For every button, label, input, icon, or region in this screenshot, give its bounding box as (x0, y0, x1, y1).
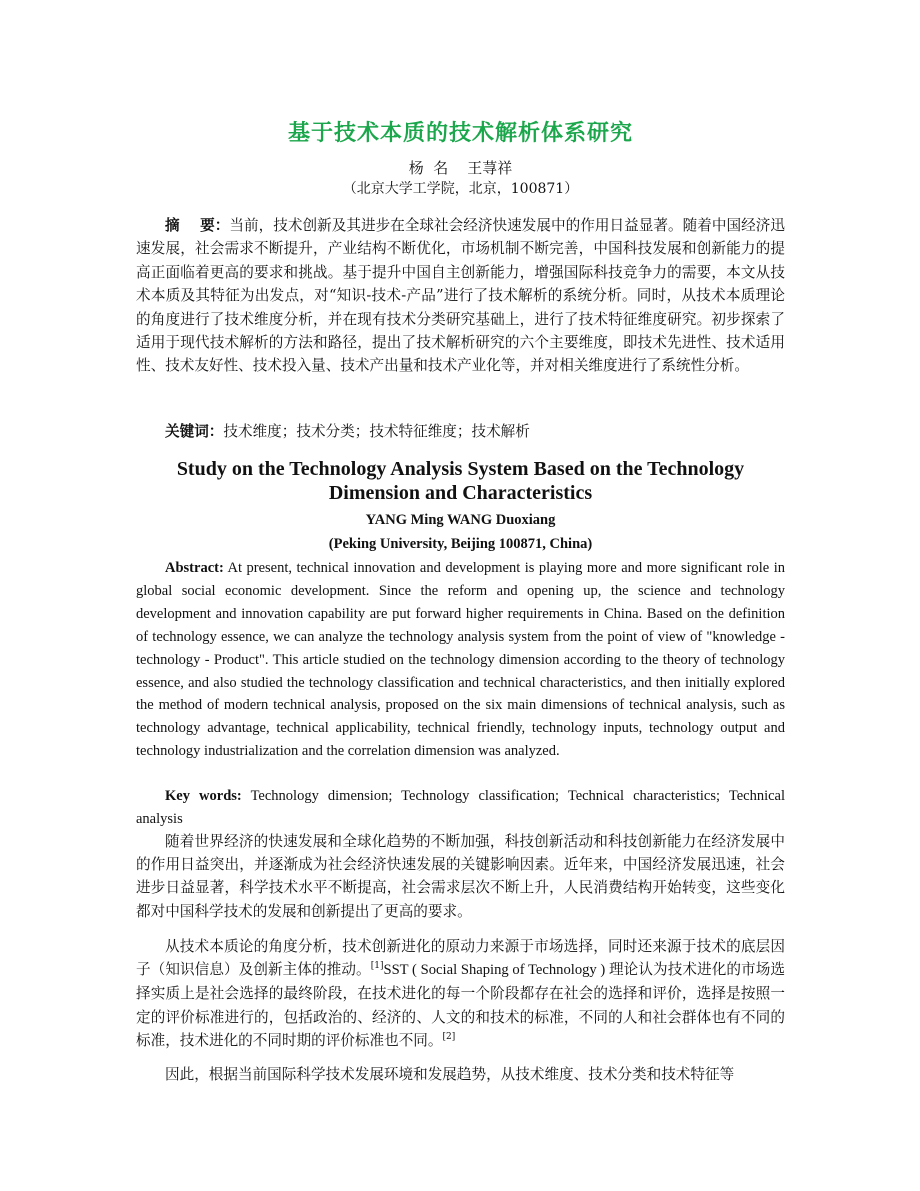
chinese-keywords-label: 关键词： (165, 423, 224, 440)
english-keywords (136, 785, 785, 831)
body-paragraph-2-part-c: 理论认为技术进化的市场选择实质上是社会选择的最终阶段，在技术进化的每一个阶段都存在社会的选择和评价，选择是按照一定的评价标准进行的，包括政治的、经济的、人文的和技术的标准，不同的人和社会群体也有不同的标准，技术进化的不同时期的评价标准也不同。 (136, 961, 785, 1049)
english-authors: YANG Ming WANG Duoxiang (365, 512, 556, 528)
chinese-abstract-text: 当前，技术创新及其进步在全球社会经济快速发展中的作用日益显著。随着中国经济迅速发展，社会需求不断提升，产业结构不断优化，市场机制不断完善，中国科技发展和创新能力的提高正面临着更高的要求和挑战。基于提升中国自主创新能力，增强国际科技竞争力的需要，本文从技术本质及其特征为出发点，对“知识-技术-产品”进行了技术解析的系统分析。同时，从技术本质理论的角度进行了技术维度分析，并在现有技术分类研究基础上，进行了技术特征维度研究。初步探索了适用于现代技术解析的方法和路径，提出了技术解析研究的六个主要维度，即技术先进性、技术适用性、技术友好性、技术投入量、技术产出量和技术产业化等，并对相关维度进行了系统性分析。 (136, 217, 785, 375)
chinese-title: 基于技术本质的技术解析体系研究 (287, 121, 633, 146)
english-affiliation: (Peking University, Beijing 100871, China) (328, 536, 593, 552)
english-keywords-label: Key words: (165, 788, 242, 804)
citation-1: [1] (370, 961, 384, 972)
chinese-abstract-label: 摘 要： (165, 217, 230, 234)
chinese-abstract (136, 214, 785, 378)
body-paragraph-2 (136, 935, 785, 1052)
body-paragraph-1: 随着世界经济的快速发展和全球化趋势的不断加强，科技创新活动和科技创新能力在经济发展中的作用日益突出，并逐渐成为社会经济快速发展的关键影响因素。近年来，中国经济发展迅速，社会进步日益显著，科学技术水平不断提高，社会需求层次不断上升，人民消费结构开始转变，这些变化都对中国科学技术的发展和创新提出了更高的要求。 (136, 833, 785, 920)
body-paragraph-3: 因此，根据当前国际科学技术发展环境和发展趋势，从技术维度、技术分类和技术特征等 (165, 1066, 735, 1083)
body-paragraph-2-part-a: 从技术本质论的角度分析，技术创新进化的原动力来源于市场选择，同时还来源于技术的底层因子（知识信息）及创新主体的推动。 (136, 938, 785, 979)
citation-2: [2] (442, 1031, 456, 1042)
chinese-authors: 杨 名 王荨祥 (408, 159, 513, 177)
chinese-keywords (165, 421, 785, 443)
chinese-affiliation: （北京大学工学院，北京，100871） (342, 181, 579, 197)
english-title: Study on the Technology Analysis System Based on the Technology Dimension and Characteristics (176, 458, 745, 504)
english-abstract-label: Abstract: (165, 560, 224, 576)
english-abstract-text: At present, technical innovation and development is playing more and more significant role in global social economic development. Since the reform and opening up, the science and technology development and innovation capability are put forward higher requirements in China. Based on the definition of technology essence, we can analyze the technology analysis system from the point of view of "knowledge - technology - Product". This article studied on the technology dimension according to the theory of technology essence, and also studied the technology classification and technical characteristics, and then initially explored the method of modern technical analysis, proposed on the six main dimensions of technical analysis, such as technology advantage, technical applicability, technical friendly, technology inputs, technology output and technology industrialization and the correlation dimension was analyzed. (136, 560, 785, 760)
body-paragraph-2-sst: SST ( Social Shaping of Technology ) (383, 962, 610, 979)
english-abstract (136, 557, 785, 763)
chinese-keywords-text: 技术维度；技术分类；技术特征维度；技术解析 (223, 423, 530, 440)
english-keywords-text: Technology dimension; Technology classification; Technical characteristics; Technical analysis (136, 788, 785, 827)
